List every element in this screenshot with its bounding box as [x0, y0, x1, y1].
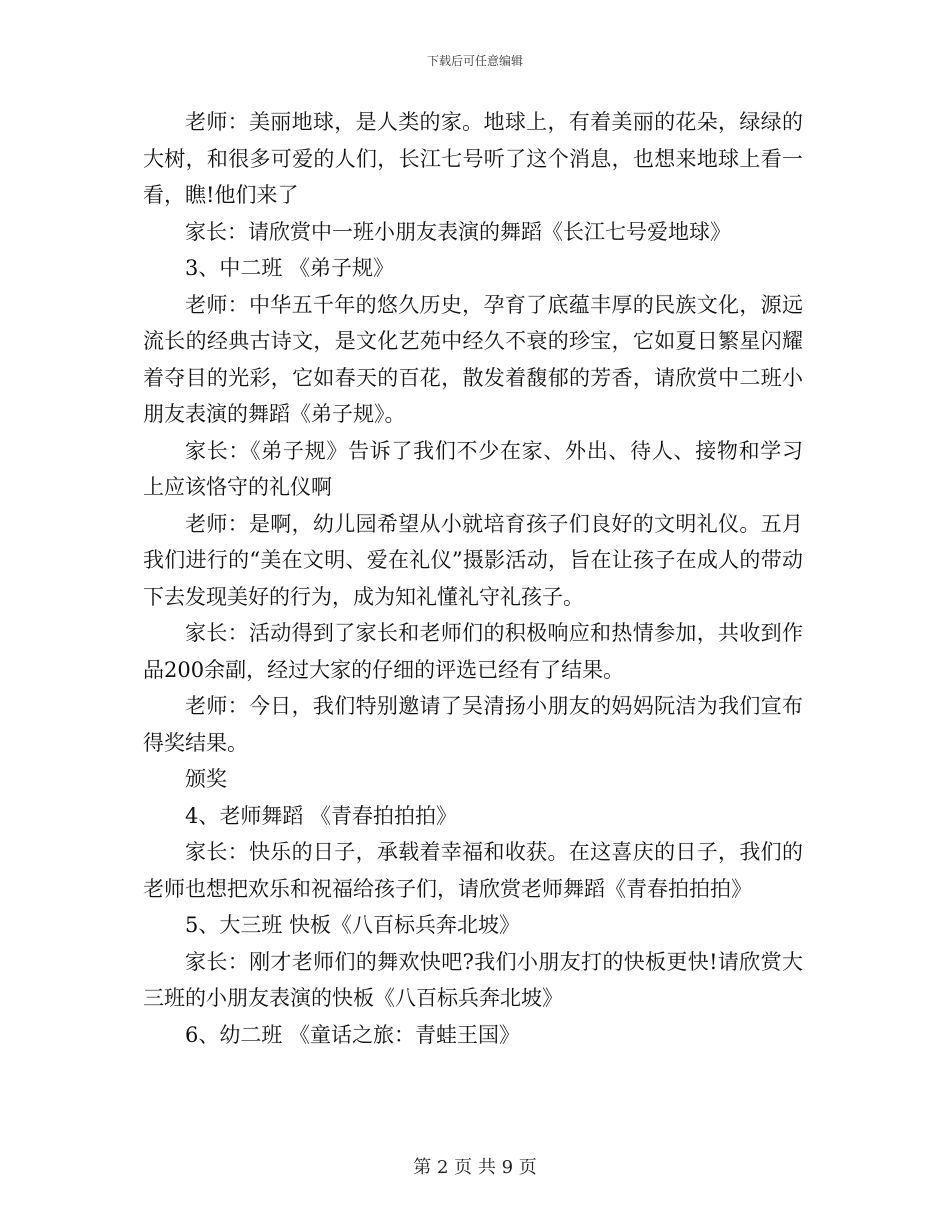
paragraph: 老师：是啊，幼儿园希望从小就培育孩子们良好的文明礼仪。五月我们进行的“美在文明、爱在礼仪”摄影活动，旨在让孩子在成人的带动下去发现美好的行为，成为知礼懂礼守礼孩子。: [143, 511, 803, 609]
document-body: [143, 104, 803, 1053]
paragraph: 家长：刚才老师们的舞欢快吧?我们小朋友打的快板更快!请欣赏大三班的小朋友表演的快板《八百标兵奔北坡》: [143, 949, 803, 1010]
section-heading: 5、大三班 快板《八百标兵奔北坡》: [185, 913, 521, 937]
section-heading: 3、中二班 《弟子规》: [185, 256, 395, 280]
paragraph: 家长：请欣赏中一班小朋友表演的舞蹈《长江七号爱地球》: [185, 219, 731, 244]
paragraph: 家长：《弟子规》告诉了我们不少在家、外出、待人、接物和学习上应该恪守的礼仪啊: [143, 438, 803, 499]
section-heading: 4、老师舞蹈 《青春拍拍拍》: [185, 803, 458, 828]
section-heading: 6、幼二班 《童话之旅：青蛙王国》: [185, 1022, 521, 1047]
paragraph: 老师：美丽地球，是人类的家。地球上，有着美丽的花朵，绿绿的大树，和很多可爱的人们，长江七号听了这个消息，也想来地球上看一看，瞧!他们来了: [143, 110, 803, 207]
paragraph: 家长：活动得到了家长和老师们的积极响应和热情参加，共收到作品200余副，经过大家的仔细的评选已经有了结果。: [143, 621, 803, 682]
paragraph: 老师：中华五千年的悠久历史，孕育了底蕴丰厚的民族文化，源远流长的经典古诗文，是文化艺苑中经久不衰的珍宝，它如夏日繁星闪耀着夺目的光彩，它如春天的百花，散发着馥郁的芳香，请欣赏中二班小朋友表演的舞蹈《弟子规》。: [143, 292, 803, 426]
paragraph: 老师：今日，我们特别邀请了吴清扬小朋友的妈妈阮洁为我们宣布得奖结果。: [143, 694, 803, 755]
page-number: 第 2 页 共 9 页: [413, 1157, 537, 1178]
page-header-note: 下载后可任意编辑: [426, 54, 523, 68]
paragraph: 家长：快乐的日子，承载着幸福和收获。在这喜庆的日子，我们的老师也想把欢乐和祝福给孩子们，请欣赏老师舞蹈《青春拍拍拍》: [143, 840, 803, 901]
section-heading: 颁奖: [185, 767, 227, 791]
